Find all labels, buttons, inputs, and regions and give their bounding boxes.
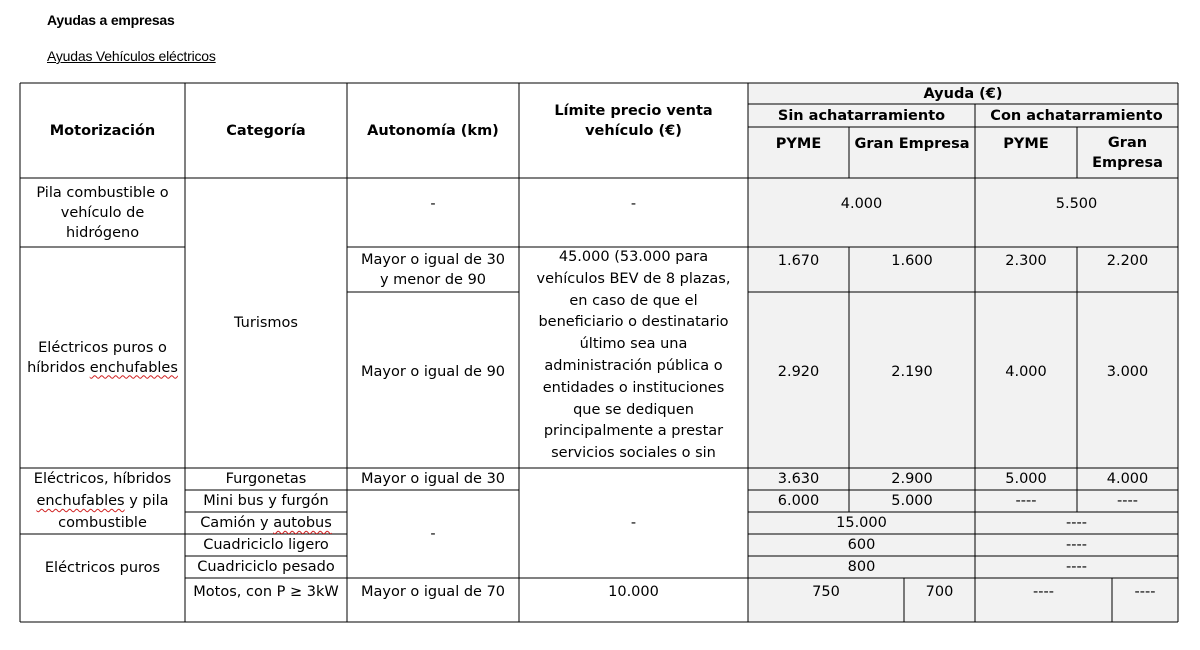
motorizacion-mixed-line3: combustible — [58, 515, 147, 531]
page-title: Ayudas a empresas — [47, 12, 175, 28]
categoria-motos: Motos, con P ≥ 3kW — [193, 584, 339, 600]
ayuda-motos-sin-gran: 700 — [925, 584, 954, 600]
motorizacion-electricos-line2 — [27, 358, 178, 378]
ayuda-motos-con-pyme: ---- — [1033, 584, 1054, 600]
header-con-pyme: PYME — [1003, 136, 1049, 152]
autonomia-90: Mayor o igual de 90 — [360, 364, 506, 380]
categoria-minibus: Mini bus y furgón — [203, 493, 329, 509]
autonomia-30-90: Mayor o igual de 30 y menor de 90 — [360, 251, 506, 288]
ayuda-hidrogeno-con: 5.500 — [1055, 196, 1098, 212]
autonomia-furgonetas: Mayor o igual de 30 — [360, 471, 506, 487]
ayuda-mini-sin-gran: 5.000 — [891, 493, 933, 509]
ayuda-r90-sin-pyme: 2.920 — [777, 364, 820, 380]
categoria-cuadriciclo-ligero: Cuadriciclo ligero — [203, 537, 329, 553]
ayuda-furg-sin-pyme: 3.630 — [777, 471, 820, 487]
header-con-achatarramiento: Con achatarramiento — [990, 107, 1163, 124]
ayuda-r30-con-gran: 2.200 — [1106, 253, 1149, 269]
ayuda-r90-sin-gran: 2.190 — [891, 364, 933, 380]
spelling-error-enchufables: enchufables — [89, 359, 178, 376]
motorizacion-electricos-puros: Eléctricos puros — [44, 560, 161, 576]
spelling-error-autobus: autobus — [273, 515, 332, 531]
limite-turismos: 45.000 (53.000 para vehículos BEV de 8 plazas, en caso de que el beneficiario o destinatario último sea una administración pública o entidades o instituciones que se dediquen principalmente a prestar servicios sociales o sin — [536, 249, 731, 462]
motorizacion-mixed-line1: Eléctricos, híbridos — [33, 471, 172, 487]
motorizacion-electricos-word: híbridos — [27, 359, 86, 376]
ayuda-furg-sin-gran: 2.900 — [891, 471, 933, 487]
limite-hidrogeno: - — [630, 196, 637, 212]
autonomia-otros: - — [430, 526, 436, 542]
ayuda-hidrogeno-sin: 4.000 — [840, 196, 883, 212]
categoria-cuadriciclo-pesado: Cuadriciclo pesado — [197, 559, 335, 575]
ayuda-motos-sin-pyme: 750 — [812, 584, 840, 600]
ayuda-camion-con: ---- — [1066, 515, 1087, 531]
autonomia-hidrogeno: - — [430, 196, 436, 212]
motorizacion-mixed-rest: y pila — [124, 493, 169, 509]
categoria-furgonetas: Furgonetas — [225, 471, 307, 487]
motorizacion-hidrogeno: Pila combustible o vehículo de hidrógeno — [36, 184, 169, 241]
limite-motos: 10.000 — [608, 584, 659, 600]
ayuda-ligero-sin: 600 — [847, 537, 876, 553]
ayuda-motos-con-gran: ---- — [1134, 584, 1156, 600]
ayuda-r30-sin-pyme: 1.670 — [777, 253, 820, 269]
header-ayuda: Ayuda (€) — [923, 85, 1003, 102]
spelling-error-enchufables-2: enchufables — [36, 493, 125, 509]
ayuda-r30-con-pyme: 2.300 — [1005, 253, 1047, 269]
header-sin-gran-empresa: Gran Empresa — [854, 136, 970, 152]
ayuda-r30-sin-gran: 1.600 — [891, 253, 933, 269]
ayuda-furg-con-pyme: 5.000 — [1005, 471, 1047, 487]
limite-otros: - — [630, 515, 637, 531]
header-sin-pyme: PYME — [775, 136, 822, 152]
autonomia-motos: Mayor o igual de 70 — [360, 584, 506, 600]
ayuda-mini-con-pyme: ---- — [1015, 493, 1037, 509]
ayuda-mini-sin-pyme: 6.000 — [777, 493, 820, 509]
ayuda-r90-con-gran: 3.000 — [1106, 364, 1149, 380]
ayuda-mini-con-gran: ---- — [1117, 493, 1138, 509]
motorizacion-electricos-hibridos — [20, 247, 185, 468]
header-con-gran-empresa: Gran Empresa — [1092, 134, 1163, 171]
motorizacion-mixed — [20, 468, 185, 534]
categoria-camion — [185, 512, 347, 534]
ayuda-pesado-con: ---- — [1066, 559, 1087, 575]
header-autonomia: Autonomía (km) — [367, 122, 499, 139]
categoria-camion-pre: Camión y — [200, 515, 274, 531]
ayuda-ligero-con: ---- — [1066, 537, 1087, 553]
header-limite-precio: Límite precio venta vehículo (€) — [554, 103, 713, 139]
motorizacion-mixed-line2 — [36, 490, 168, 512]
ayuda-r90-con-pyme: 4.000 — [1005, 364, 1047, 380]
ayuda-furg-con-gran: 4.000 — [1106, 471, 1149, 487]
motorizacion-electricos-line1: Eléctricos puros o — [38, 339, 167, 356]
section-link[interactable]: Ayudas Vehículos eléctricos — [47, 48, 216, 64]
ayuda-camion-sin: 15.000 — [836, 515, 887, 531]
header-sin-achatarramiento: Sin achatarramiento — [777, 107, 946, 124]
header-motorizacion: Motorización — [49, 122, 156, 139]
ayuda-pesado-sin: 800 — [847, 559, 876, 575]
header-categoria: Categoría — [226, 122, 306, 139]
categoria-turismos: Turismos — [234, 315, 298, 331]
